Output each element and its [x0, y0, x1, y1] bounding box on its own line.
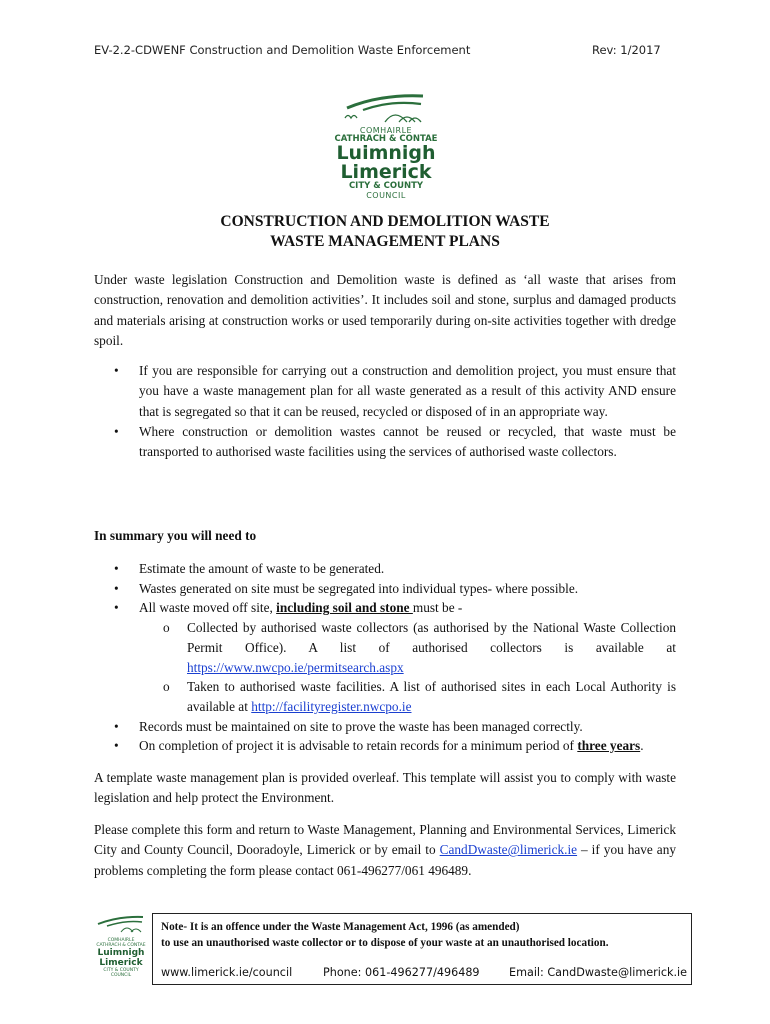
list-item — [114, 598, 676, 716]
logo-line-1: COMHAIRLE — [359, 126, 413, 135]
logo-line-3: Luimnigh — [336, 142, 436, 164]
list-item-text: . — [640, 738, 644, 754]
page-title-line-2: WASTE MANAGEMENT PLANS — [270, 233, 500, 250]
list-item-text: must be - — [412, 600, 463, 616]
page-title-line-1: CONSTRUCTION AND DEMOLITION WASTE — [220, 213, 550, 230]
document-reference: EV-2.2-CDWENF Construction and Demolition Waste Enforcement — [94, 43, 471, 57]
bullet-icon: • — [114, 423, 119, 439]
footer-logo-swoosh-icon — [95, 915, 147, 933]
bullet-icon: • — [114, 561, 119, 576]
summary-list — [114, 559, 676, 756]
bullet-icon: • — [114, 738, 119, 754]
sub-list — [139, 618, 676, 717]
circle-bullet-icon: o — [163, 620, 170, 636]
paragraph-text: Please complete this form and return to Waste Management, Planning and Environmental Services, Limerick City and County Council, Dooradoyle, Limerick or by email to — [94, 822, 676, 858]
list-item-text: All waste moved off site, — [139, 600, 277, 616]
note-line-1: Note- It is an offence under the Waste Management Act, 1996 (as amended) — [161, 921, 520, 933]
website-text: www.limerick.ie/council — [161, 966, 293, 979]
sub-item-text: Collected by authorised waste collectors (as authorised by the National Waste Collection Permit Office). A list of authorised collectors is available at — [187, 620, 676, 655]
emphasis-text: including soil and stone — [276, 600, 413, 616]
list-item — [114, 559, 676, 579]
footer-logo-line-6: COUNCIL — [110, 973, 132, 978]
list-item — [114, 422, 676, 463]
footer-logo-line-5: CITY & COUNTY — [103, 968, 139, 973]
sub-item-text: Taken to authorised waste facilities. A list of authorised sites in each Local Authority is available at — [187, 679, 676, 714]
footer-logo-line-4: Limerick — [99, 958, 143, 968]
footer-logo-line-1: COMHAIRLE — [107, 938, 135, 943]
revision-label: Rev: 1/2017 — [592, 43, 661, 57]
logo-line-4: Limerick — [340, 161, 432, 183]
template-paragraph: A template waste management plan is provided overleaf. This template will assist you to comply with waste legislation and help protect the Environment. — [94, 770, 676, 806]
permit-search-link[interactable]: https://www.nwcpo.ie/permitsearch.aspx — [187, 659, 404, 675]
emphasis-text: three years — [577, 738, 641, 754]
council-logo — [318, 92, 454, 210]
logo-line-2: CATHRACH & CONTAE — [334, 134, 438, 144]
footer-note-box — [152, 913, 692, 985]
list-item-text: If you are responsible for carrying out a construction and demolition project, you must ensure that you have a waste management plan for all waste generated as a result of this activity AND ensure that is segregated so that it can be reused, recycled or disposed of in an appropriate way. — [139, 363, 676, 419]
main-bullet-list — [114, 361, 676, 462]
list-item-text: On completion of project it is advisable to retain records for a minimum period of — [139, 738, 578, 754]
logo-swoosh-icon — [341, 92, 431, 126]
list-item-text: Estimate the amount of waste to be generated. — [139, 561, 385, 576]
logo-line-6: COUNCIL — [366, 191, 406, 200]
sub-list-item — [139, 618, 676, 677]
bullet-icon: • — [114, 718, 119, 734]
bullet-icon: • — [114, 363, 119, 378]
email-link[interactable]: CandDwaste@limerick.ie — [439, 842, 578, 858]
paragraph-text: – if you have any problems completing the form please contact 061-496277/061 496489. — [94, 842, 677, 878]
list-item — [114, 579, 676, 599]
sub-list-item — [139, 677, 676, 716]
intro-paragraph: Under waste legislation Construction and Demolition waste is defined as ‘all waste that arises from construction, renovation and demolition activities’. It includes soil and stone, surplus and damaged products and materials arising at construction works or used temporarily during on-site activities together with dredge spoil. — [94, 272, 676, 348]
email-text: Email: CandDwaste@limerick.ie — [509, 966, 688, 979]
list-item-text: Where construction or demolition wastes cannot be reused or recycled, that waste must be transported to authorised waste facilities using the services of authorised waste collectors. — [139, 423, 676, 460]
logo-line-5: CITY & COUNTY — [348, 181, 424, 191]
circle-bullet-icon: o — [163, 679, 170, 695]
summary-heading: In summary you will need to — [94, 528, 257, 543]
complete-paragraph — [94, 820, 676, 881]
footer-logo — [90, 915, 152, 985]
footer-logo-line-2: CATHRACH & CONTAE — [96, 943, 146, 948]
facility-register-link[interactable]: http://facilityregister.nwcpo.ie — [251, 698, 412, 714]
list-item — [114, 736, 676, 756]
phone-text: Phone: 061-496277/496489 — [323, 966, 480, 979]
footer-logo-line-3: Luimnigh — [97, 948, 145, 958]
note-line-2: to use an unauthorised waste collector or to dispose of your waste at an unauthorised location. — [161, 937, 609, 949]
list-item-text: Records must be maintained on site to prove the waste has been managed correctly. — [139, 718, 583, 734]
bullet-icon: • — [114, 580, 119, 596]
bullet-icon: • — [114, 600, 119, 616]
list-item — [114, 361, 676, 422]
list-item — [114, 717, 676, 737]
list-item-text: Wastes generated on site must be segregated into individual types- where possible. — [139, 580, 579, 596]
